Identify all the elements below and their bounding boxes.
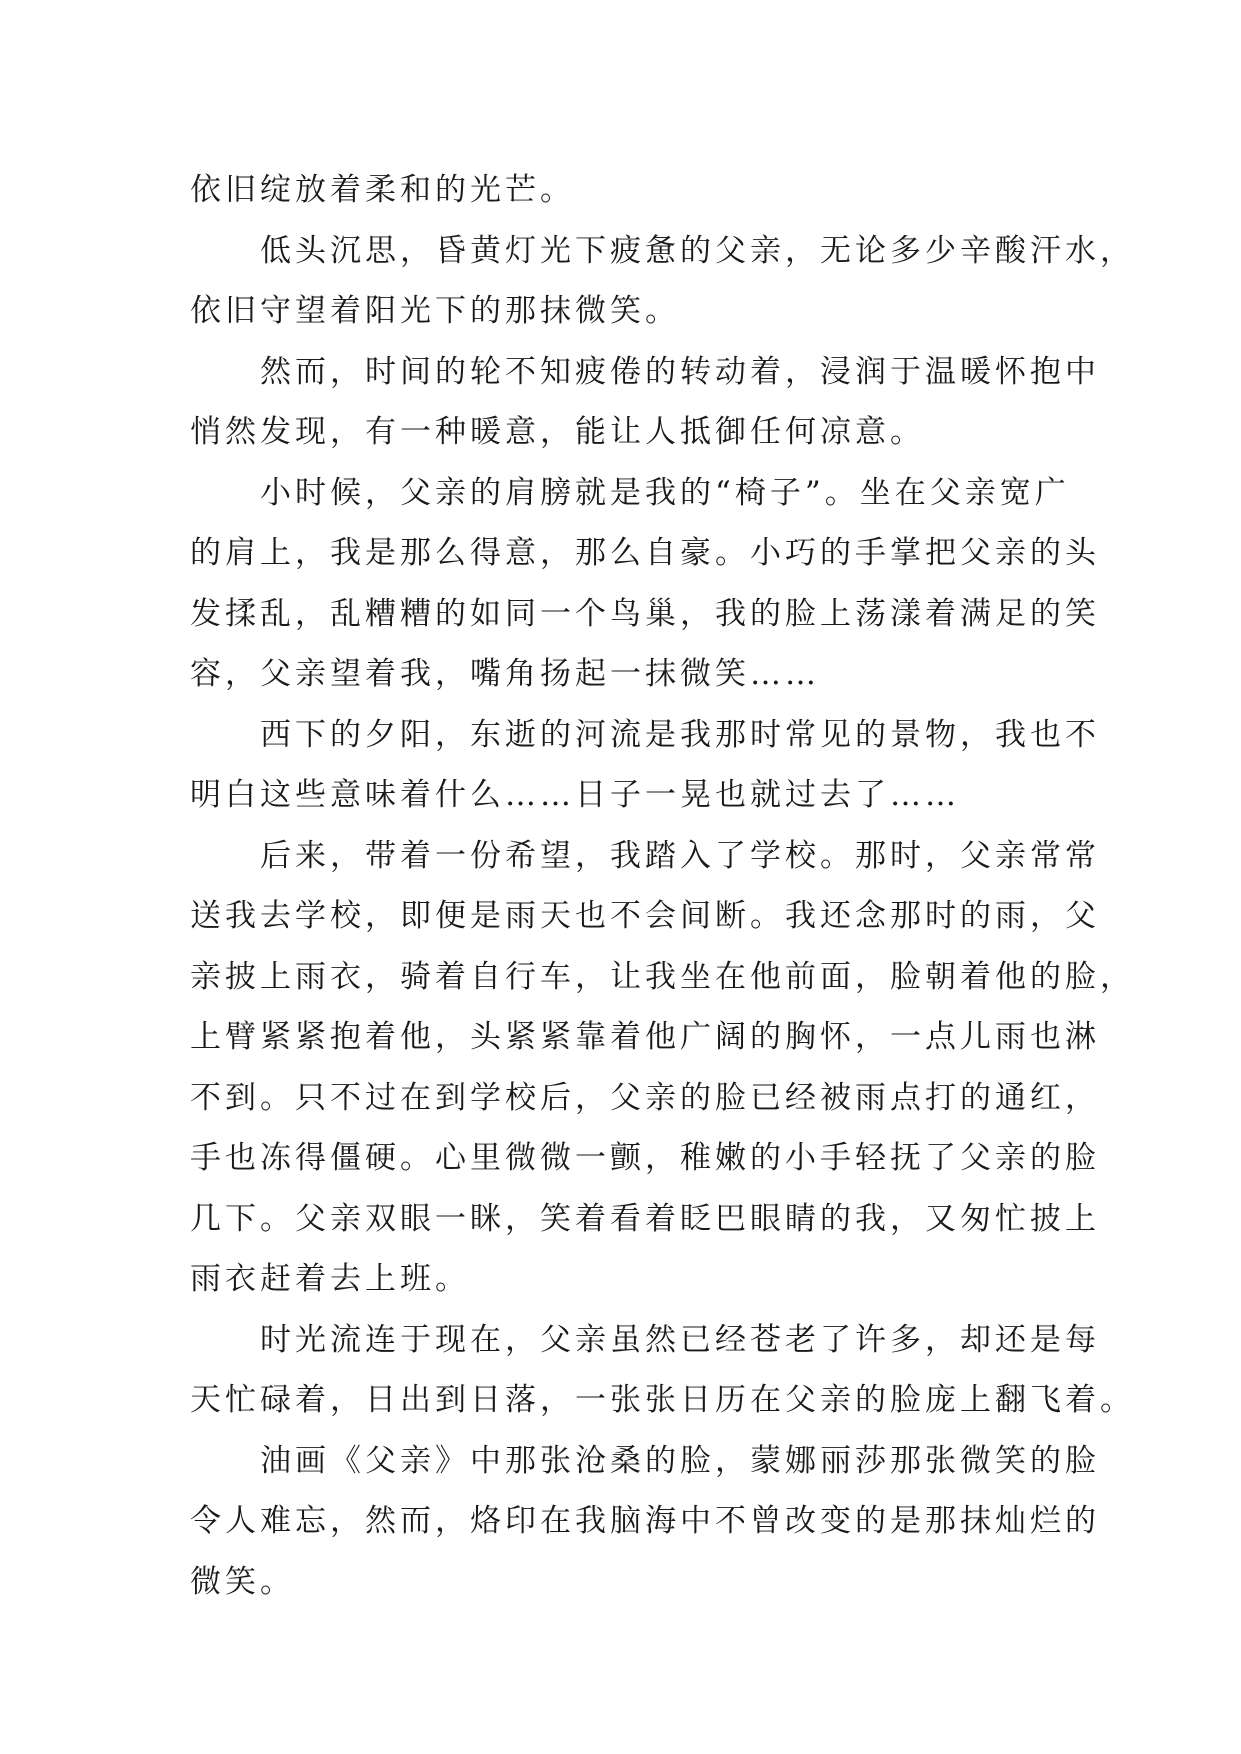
paragraph-first-line: 低头沉思，昏黄灯光下疲惫的父亲，无论多少辛酸汗水，: [260, 232, 1135, 269]
text-line: 送我去学校，即便是雨天也不会间断。我还念那时的雨，父: [190, 898, 1100, 934]
text-line: 明白这些意味着什么……日子一晃也就过去了……: [190, 777, 960, 813]
text-line: 手也冻得僵硬。心里微微一颤，稚嫩的小手轻抚了父亲的脸: [190, 1140, 1100, 1176]
text-line: 发揉乱，乱糟糟的如同一个鸟巢，我的脸上荡漾着满足的笑: [190, 595, 1100, 632]
text-line: 依旧绽放着柔和的光芒。: [190, 172, 575, 208]
text-line: 悄然发现，有一种暖意，能让人抵御任何凉意。: [190, 414, 925, 450]
text-line: 依旧守望着阳光下的那抹微笑。: [190, 293, 680, 329]
text-line: 上臂紧紧抱着他，头紧紧靠着他广阔的胸怀，一点儿雨也淋: [190, 1019, 1100, 1055]
paragraph-first-line: 小时候，父亲的肩膀就是我的“椅子”。坐在父亲宽广: [260, 474, 1070, 511]
text-line: 不到。只不过在到学校后，父亲的脸已经被雨点打的通红，: [190, 1079, 1100, 1116]
essay-body: [190, 160, 1135, 1612]
text-line: 几下。父亲双眼一眯，笑着看着眨巴眼睛的我，又匆忙披上: [190, 1200, 1100, 1237]
text-line: 天忙碌着，日出到日落，一张张日历在父亲的脸庞上翻飞着。: [190, 1382, 1135, 1418]
paragraph-first-line: 油画《父亲》中那张沧桑的脸，蒙娜丽莎那张微笑的脸: [260, 1442, 1100, 1479]
paragraph-first-line: 时光流连于现在，父亲虽然已经苍老了许多，却还是每: [260, 1321, 1100, 1358]
text-line: 容，父亲望着我，嘴角扬起一抹微笑……: [190, 656, 820, 692]
paragraph-first-line: 然而，时间的轮不知疲倦的转动着，浸润于温暖怀抱中: [260, 353, 1100, 390]
text-line: 雨衣赶着去上班。: [190, 1261, 470, 1297]
text-line: 亲披上雨衣，骑着自行车，让我坐在他前面，脸朝着他的脸，: [190, 958, 1135, 995]
text-line: 的肩上，我是那么得意，那么自豪。小巧的手掌把父亲的头: [190, 535, 1100, 571]
paragraph-first-line: 后来，带着一份希望，我踏入了学校。那时，父亲常常: [260, 837, 1100, 874]
paragraph-first-line: 西下的夕阳，东逝的河流是我那时常见的景物，我也不: [260, 716, 1100, 753]
text-line: 微笑。: [190, 1563, 295, 1600]
text-line: 令人难忘，然而，烙印在我脑海中不曾改变的是那抹灿烂的: [190, 1503, 1100, 1539]
